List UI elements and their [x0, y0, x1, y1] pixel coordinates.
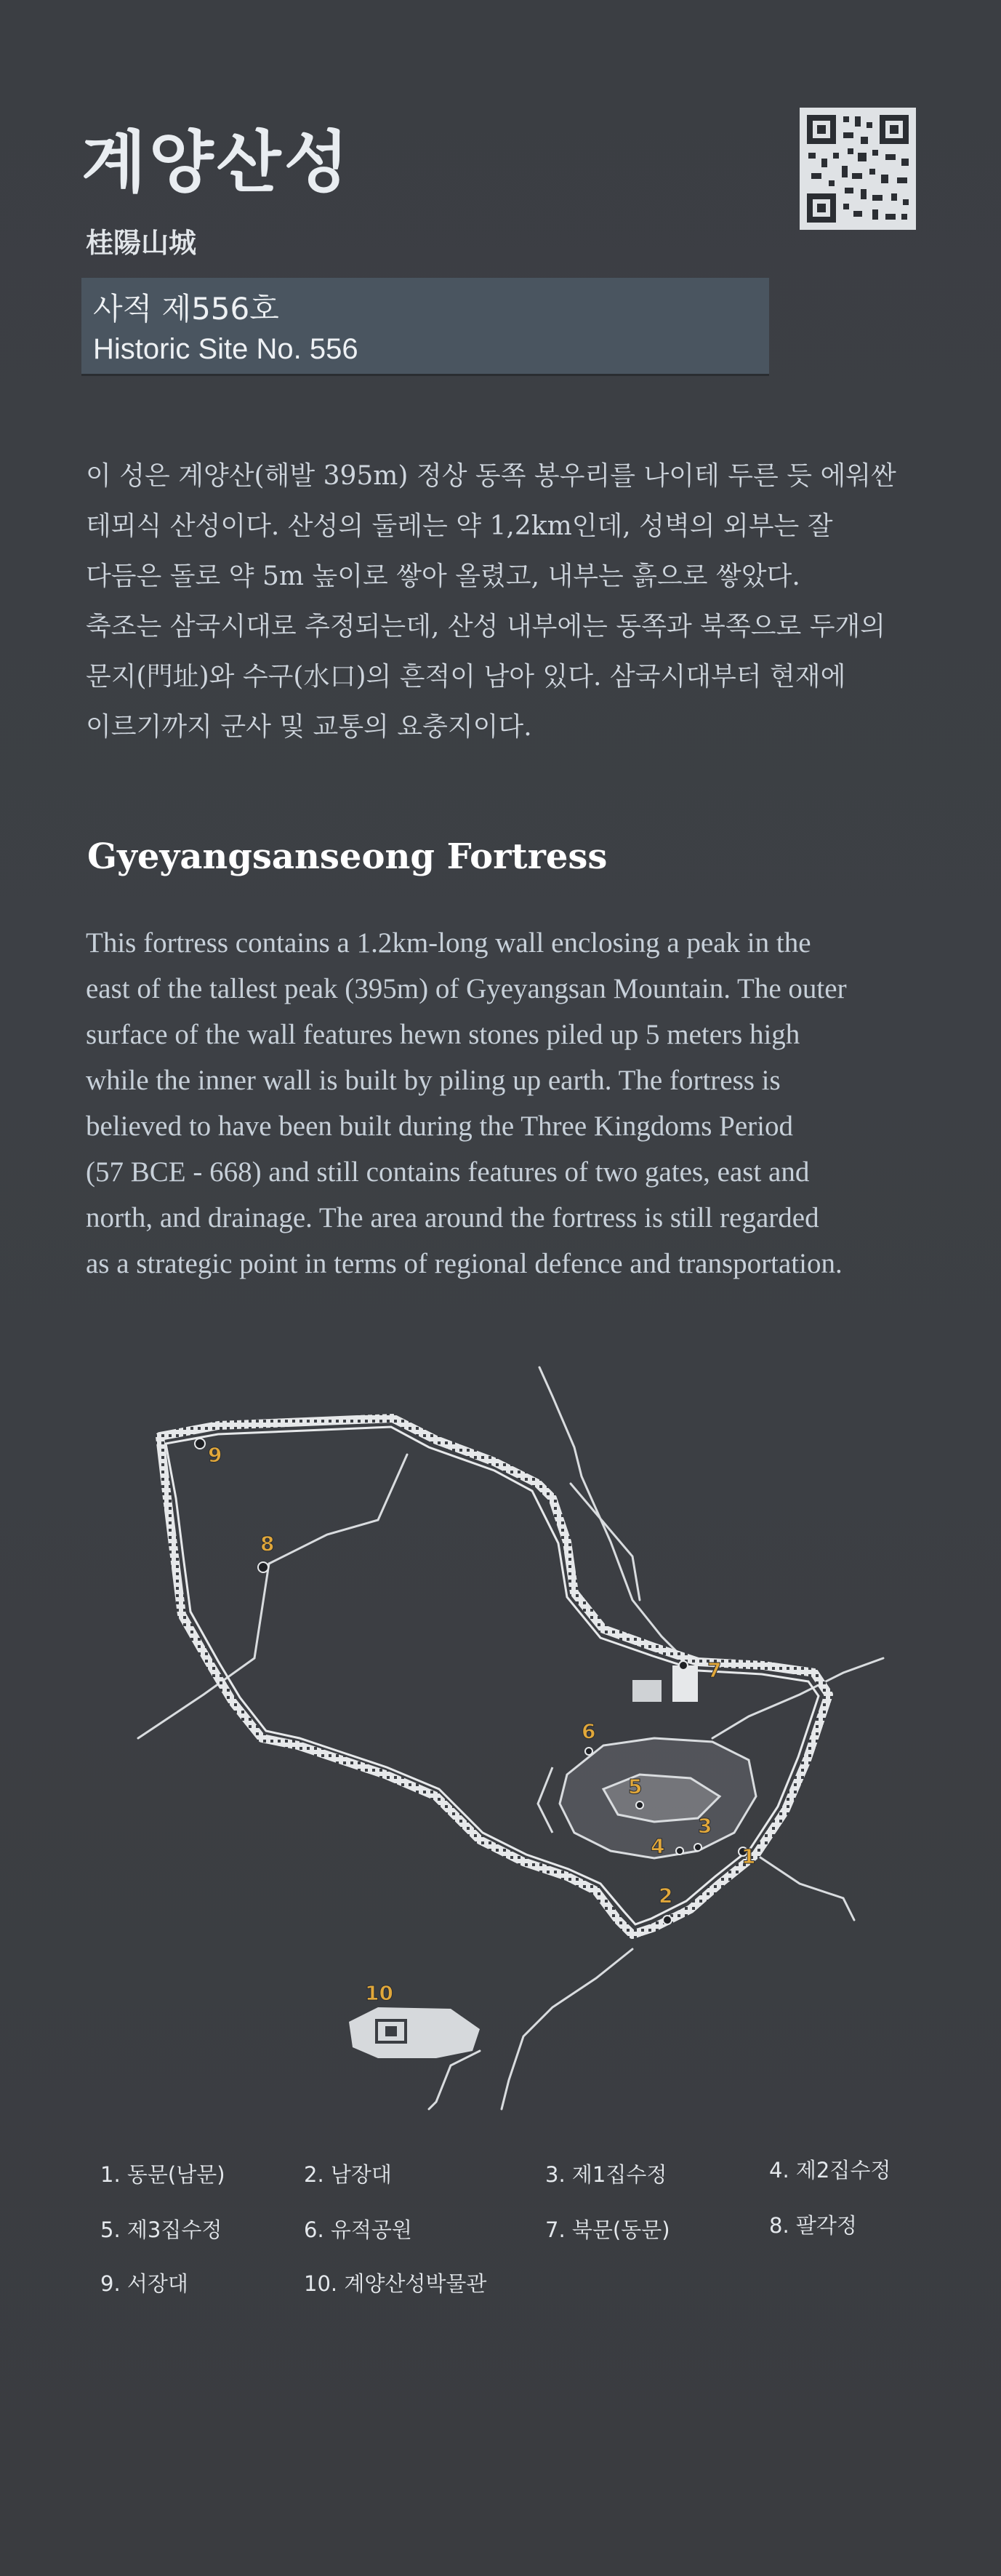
marker-6: 6	[582, 1719, 596, 1743]
first-well-dot	[694, 1844, 701, 1851]
legend-item: 1. 동문(남문)	[100, 2162, 225, 2187]
english-line: (57 BCE - 668) and still contains features of two gates, east and	[86, 1156, 810, 1188]
third-well-dot	[636, 1801, 643, 1809]
pavilion-dot	[258, 1562, 268, 1572]
korean-line: 테뫼식 산성이다. 산성의 둘레는 약 1,2km인데, 성벽의 외부는 잘	[86, 511, 833, 541]
inner-terraces	[538, 1738, 756, 1858]
english-line: while the inner wall is built by piling up earth. The fortress is	[86, 1065, 781, 1096]
korean-line: 이르기까지 군사 및 교통의 요충지이다.	[86, 712, 532, 742]
south-command-post-dot	[663, 1916, 672, 1924]
marker-4: 4	[651, 1834, 665, 1858]
marker-7: 7	[707, 1658, 722, 1682]
english-line: surface of the wall features hewn stones piled up 5 meters high	[86, 1019, 800, 1050]
site-number-en: Historic Site No. 556	[93, 333, 358, 365]
second-well-dot	[676, 1847, 683, 1855]
korean-line: 문지(門址)와 수구(水口)의 흔적이 남아 있다. 삼국시대부터 현재에	[86, 662, 846, 692]
english-line: east of the tallest peak (395m) of Gyeyangsan Mountain. The outer	[86, 973, 847, 1004]
english-description	[86, 920, 929, 1287]
legend-item: 9. 서장대	[100, 2271, 188, 2296]
fortress-wall	[160, 1418, 829, 1935]
marker-9: 9	[208, 1443, 222, 1467]
page-title: 계양산성	[81, 124, 352, 201]
legend-item: 6. 유적공원	[304, 2217, 412, 2242]
west-command-post-dot	[195, 1439, 205, 1449]
marker-1: 1	[741, 1844, 756, 1868]
site-number-ko: 사적 제556호	[93, 291, 279, 327]
legend-item: 7. 북문(동문)	[545, 2217, 670, 2242]
english-line: This fortress contains a 1.2km-long wall enclosing a peak in the	[86, 927, 811, 959]
legend-item: 10. 계양산성박물관	[304, 2271, 487, 2296]
marker-5: 5	[628, 1775, 643, 1799]
legend-item: 5. 제3집수정	[100, 2217, 222, 2242]
legend-item: 8. 팔각정	[769, 2213, 857, 2238]
korean-line: 축조는 삼국시대로 추정되는데, 산성 내부에는 동쪽과 북쪽으로 두개의	[86, 612, 886, 641]
qr-code-icon[interactable]	[800, 108, 916, 230]
north-gate-dot	[679, 1661, 688, 1670]
english-line: believed to have been built during the Three Kingdoms Period	[86, 1111, 793, 1142]
marker-10: 10	[365, 1981, 393, 2005]
korean-line: 다듬은 돌로 약 5m 높이로 쌓아 올렸고, 내부는 흙으로 쌓았다.	[86, 561, 800, 591]
legend-item: 3. 제1집수정	[545, 2162, 667, 2187]
fortress-map	[0, 1353, 1001, 2124]
legend-item: 2. 남장대	[304, 2162, 392, 2187]
title-hanja: 桂陽山城	[86, 226, 197, 259]
marker-3: 3	[698, 1814, 712, 1838]
english-line: north, and drainage. The area around the fortress is still regarded	[86, 1202, 819, 1233]
english-line: as a strategic point in terms of regional defence and transportation.	[86, 1248, 843, 1279]
legend-item: 4. 제2집수정	[769, 2158, 891, 2183]
korean-description	[86, 451, 929, 752]
park-dot	[585, 1748, 592, 1755]
marker-8: 8	[260, 1532, 275, 1556]
north-gate-structure	[672, 1665, 698, 1702]
english-title: Gyeyangsanseong Fortress	[87, 836, 608, 877]
museum-compound	[349, 2007, 480, 2058]
marker-2: 2	[659, 1884, 673, 1908]
korean-line: 이 성은 계양산(해발 395m) 정상 동쪽 봉우리를 나이테 두른 듯 에워싼	[86, 461, 896, 491]
